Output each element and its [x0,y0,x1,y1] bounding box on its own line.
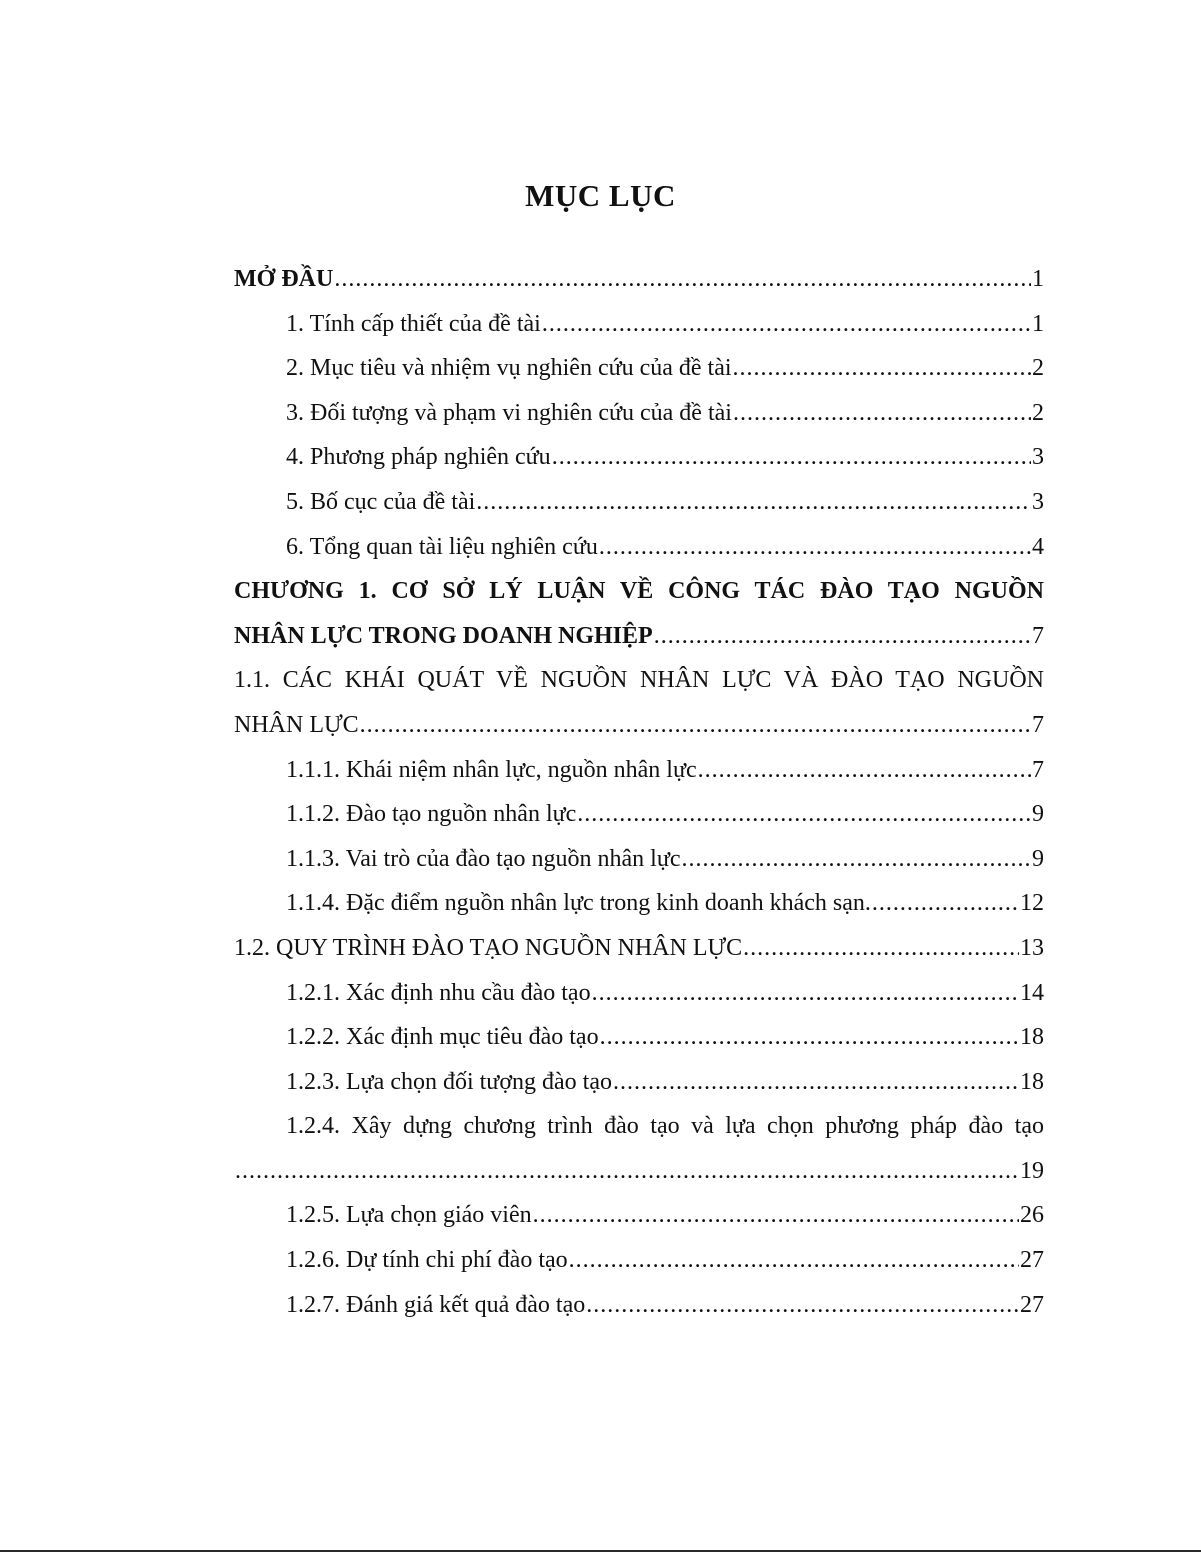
toc-entry-text: CHƯƠNG 1. CƠ SỞ LÝ LUẬN VỀ CÔNG TÁC ĐÀO TẠO NGUỒN [234,578,1044,605]
table-of-contents [234,257,1044,1327]
dot-leader [613,1060,1019,1105]
toc-entry-text: 1.1. CÁC KHÁI QUÁT VỀ NGUỒN NHÂN LỰC VÀ ĐÀO TẠO NGUỒN [234,667,1044,694]
dot-leader [360,703,1031,748]
dot-leader [577,792,1031,837]
dot-leader [733,391,1031,436]
toc-page-number: 1 [1032,266,1044,292]
toc-entry-5[interactable] [234,480,1044,525]
toc-entry-text: 1.2.4. Xây dựng chương trình đào tạo và lựa chọn phương pháp đào tạo [286,1113,1044,1140]
toc-entry-1-2-6[interactable] [234,1238,1044,1283]
dot-leader [552,435,1031,480]
toc-entry-2[interactable] [234,346,1044,391]
toc-page-number: 27 [1020,1291,1044,1318]
toc-page-number: 26 [1020,1202,1044,1229]
toc-page-number: 18 [1020,1068,1044,1095]
toc-entry-text: 6. Tổng quan tài liệu nghiên cứu [286,533,598,560]
toc-entry-1-2-4-line1[interactable] [234,1104,1044,1149]
toc-entry-text: MỞ ĐẦU [234,266,334,292]
dot-leader [681,837,1031,882]
dot-leader [592,971,1019,1016]
toc-entry-6[interactable] [234,525,1044,570]
toc-entry-1-2-3[interactable] [234,1060,1044,1105]
toc-entry-text: 1.2.3. Lựa chọn đối tượng đào tạo [286,1068,612,1095]
toc-page-number: 2 [1032,399,1044,426]
toc-entry-1-2-2[interactable] [234,1015,1044,1060]
toc-entry-1-2-7[interactable] [234,1283,1044,1328]
toc-page-number: 13 [1020,934,1044,961]
toc-entry-1-2[interactable] [234,926,1044,971]
dot-leader [872,881,1019,926]
toc-entry-text: 1.2.5. Lựa chọn giáo viên [286,1202,532,1229]
toc-title: MỤC LỤC [525,178,676,213]
toc-page-number: 14 [1020,979,1044,1006]
toc-entry-text: 1.1.4. Đặc điểm nguồn nhân lực trong kinh doanh khách sạn. [286,890,871,917]
dot-leader [733,346,1031,391]
toc-entry-text: 1.1.2. Đào tạo nguồn nhân lực [286,801,577,828]
dot-leader [586,1283,1019,1328]
toc-entry-1-1-1[interactable] [234,748,1044,793]
dot-leader [654,614,1031,659]
toc-entry-text: 1.2. QUY TRÌNH ĐÀO TẠO NGUỒN NHÂN LỰC [234,934,743,961]
toc-entry-text: 5. Bố cục của đề tài [286,488,476,515]
toc-page-number: 19 [1020,1157,1044,1184]
toc-entry-1-2-5[interactable] [234,1193,1044,1238]
toc-entry-text: NHÂN LỰC TRONG DOANH NGHIỆP [234,622,653,649]
toc-page-number: 3 [1032,444,1044,471]
toc-entry-1-1-4[interactable] [234,881,1044,926]
toc-entry-1-2-4-line2[interactable] [234,1149,1044,1194]
toc-entry-text: 1. Tính cấp thiết của đề tài [286,310,541,337]
toc-entry-text: 1.2.2. Xác định mục tiêu đào tạo [286,1024,599,1051]
dot-leader [698,748,1031,793]
toc-entry-text: 1.2.7. Đánh giá kết quả đào tạo [286,1291,586,1318]
dot-leader [600,1015,1019,1060]
dot-leader [542,302,1031,347]
toc-entry-1-2-1[interactable] [234,971,1044,1016]
toc-entry-text: 2. Mục tiêu và nhiệm vụ nghiên cứu của đề tài [286,355,732,382]
toc-entry-text: 4. Phương pháp nghiên cứu [286,444,551,471]
dot-leader [334,257,1031,302]
toc-page-number: 3 [1032,488,1044,515]
toc-entry-1-1-line2[interactable] [234,703,1044,748]
toc-entry-text: 1.1.3. Vai trò của đào tạo nguồn nhân lực [286,845,681,872]
toc-entry-text: 1.1.1. Khái niệm nhân lực, nguồn nhân lực [286,756,697,783]
toc-entry-chuong-1-line2[interactable] [234,614,1044,659]
toc-entry-1-1-3[interactable] [234,837,1044,882]
toc-entry-text: NHÂN LỰC [234,711,359,738]
toc-page-number: 9 [1032,801,1044,828]
toc-page-number: 27 [1020,1247,1044,1274]
toc-page-number: 4 [1032,533,1044,560]
toc-entry-3[interactable] [234,391,1044,436]
dot-leader [569,1238,1019,1283]
dot-leader [599,525,1031,570]
page-bottom-edge [0,1550,1201,1552]
toc-entry-mo-dau[interactable] [234,257,1044,302]
toc-entry-1-1-line1[interactable] [234,658,1044,703]
toc-page-number: 7 [1032,711,1044,738]
toc-entry-text: 3. Đối tượng và phạm vi nghiên cứu của đề tài [286,399,732,426]
toc-entry-1-1-2[interactable] [234,792,1044,837]
toc-entry-chuong-1-line1[interactable] [234,569,1044,614]
toc-page-number: 18 [1020,1024,1044,1051]
dot-leader [533,1193,1019,1238]
toc-page-number: 7 [1032,756,1044,783]
toc-entry-text: 1.2.1. Xác định nhu cầu đào tạo [286,979,591,1006]
toc-page-number: 12 [1020,890,1044,917]
toc-page-number: 1 [1032,310,1044,337]
dot-leader [235,1149,1019,1194]
toc-entry-text: 1.2.6. Dự tính chi phí đào tạo [286,1247,568,1274]
dot-leader [743,926,1019,971]
toc-page-number: 9 [1032,845,1044,872]
toc-page-number: 7 [1032,622,1044,649]
toc-entry-4[interactable] [234,435,1044,480]
dot-leader [476,480,1031,525]
toc-entry-1[interactable] [234,302,1044,347]
toc-page-number: 2 [1032,355,1044,382]
